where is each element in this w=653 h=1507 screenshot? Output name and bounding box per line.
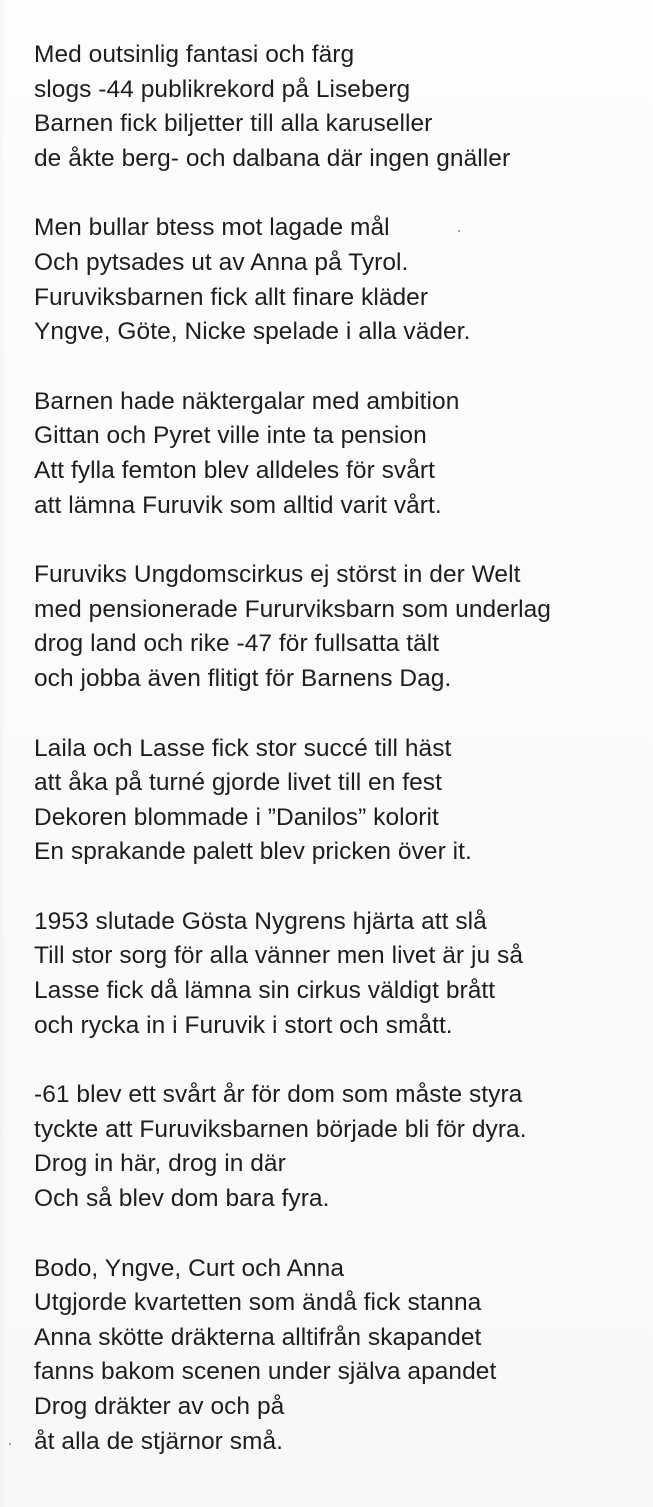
poem-line: med pensionerade Fururviksbarn som underlag (34, 595, 551, 623)
stanza (34, 38, 646, 176)
poem-line: Barnen fick biljetter till alla karuseller (34, 110, 433, 138)
poem-line: Drog in här, drog in där (34, 1150, 286, 1178)
scan-speck (9, 1443, 11, 1445)
poem-line: Dekoren blommade i ”Danilos” kolorit (34, 803, 439, 831)
poem-line: att lämna Furuvik som alltid varit vårt. (34, 491, 442, 519)
poem-line: Bodo, Yngve, Curt och Anna (34, 1254, 345, 1282)
poem-line: Och så blev dom bara fyra. (34, 1185, 330, 1213)
poem-line: Med outsinlig fantasi och färg (34, 41, 355, 68)
stanza (34, 558, 646, 696)
stanza (34, 732, 646, 870)
poem-line: fanns bakom scenen under själva apandet (34, 1358, 497, 1386)
poem-line: En sprakande palett blev pricken över it. (34, 838, 472, 866)
stanza (34, 1252, 646, 1460)
poem-line: 1953 slutade Gösta Nygrens hjärta att slå (34, 907, 487, 935)
poem-line: Gittan och Pyret ville inte ta pension (34, 422, 427, 450)
poem-line: Laila och Lasse fick stor succé till häst (34, 734, 452, 762)
poem-line: de åkte berg- och dalbana där ingen gnäller (34, 144, 511, 172)
stanza (34, 1078, 646, 1216)
poem-line: Yngve, Göte, Nicke spelade i alla väder. (34, 318, 471, 346)
poem-line: åt alla de stjärnor små. (34, 1427, 284, 1455)
poem-line: slogs -44 publikrekord på Liseberg (34, 75, 411, 103)
poem-line: Furuviks Ungdomscirkus ej störst in der Welt (34, 561, 521, 589)
poem-line: Furuviksbarnen fick allt finare kläder (34, 283, 429, 311)
poem-line: Utgjorde kvartetten som ändå fick stanna (34, 1289, 482, 1317)
poem-line: drog land och rike -47 för fullsatta tält (34, 630, 440, 658)
stanza (34, 905, 646, 1043)
poem-text (34, 38, 646, 1494)
poem-line: och jobba även flitigt för Barnens Dag. (34, 664, 452, 692)
poem-line: tyckte att Furuviksbarnen började bli för dyra. (34, 1115, 527, 1143)
poem-line: Att fylla femton blev alldeles för svårt (34, 456, 435, 484)
poem-line: -61 blev ett svårt år för dom som måste styra (34, 1081, 523, 1109)
stanza (34, 385, 646, 523)
poem-line: Och pytsades ut av Anna på Tyrol. (34, 248, 409, 276)
poem-line: Till stor sorg för alla vänner men livet är ju så (34, 942, 524, 970)
poem-line: Drog dräkter av och på (34, 1393, 285, 1420)
poem-line: Men bullar btess mot lagade mål (34, 214, 390, 242)
poem-line: att åka på turné gjorde livet till en fest (34, 769, 442, 797)
poem-line: och rycka in i Furuvik i stort och smått. (34, 1011, 453, 1039)
stanza (34, 211, 646, 349)
poem-line: Barnen hade näktergalar med ambition (34, 387, 460, 415)
poem-line: Anna skötte dräkterna alltifrån skapandet (34, 1323, 482, 1351)
poem-line: Lasse fick då lämna sin cirkus väldigt brått (34, 977, 496, 1005)
